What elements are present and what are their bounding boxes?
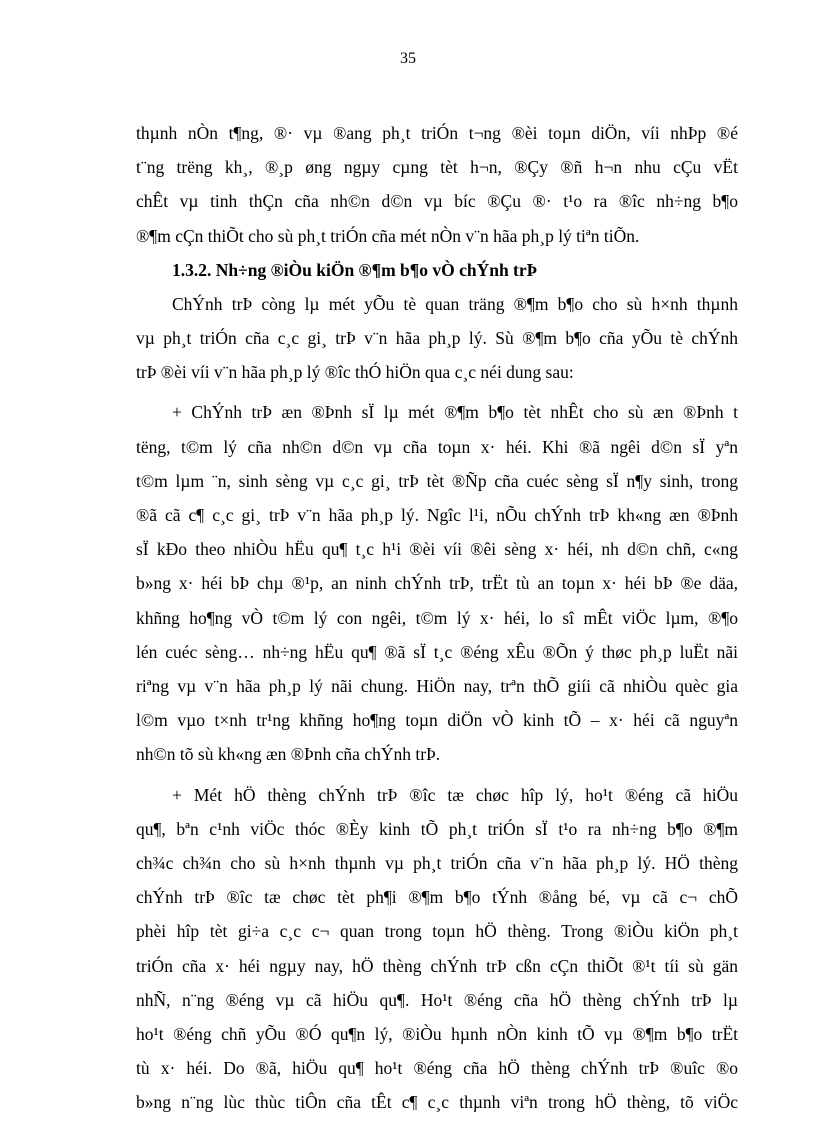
text-line: ChÝnh trÞ còng lµ mét yÕu tè quan träng ®¶m b¶o cho sù h×nh thµnh <box>172 293 738 314</box>
text-line: khñng ho¶ng vÒ t©m lý con ngêi, t©m lý x· héi, lo sî mÊt viÖc lµm, ®¶o <box>136 607 738 628</box>
text-line: sÏ kÐo theo nhiÒu hËu qu¶ t¸c h¹i ®èi víi ®êi sèng x· héi, nh d©n chñ, c«ng <box>136 539 738 560</box>
paragraph-politics-intro <box>136 287 738 390</box>
text-line: chÊt vµ tinh thÇn cña nh©n d©n vµ bíc ®Çu ®· t¹o ra ®îc nh÷ng b¶o <box>136 191 738 212</box>
text-line: tëng, t©m lý cña nh©n d©n vµ cña toµn x· héi. Khi ®ã ngêi d©n sÏ yªn <box>136 436 738 457</box>
text-line: ®¶m cÇn thiÕt cho sù ph¸t triÓn cña mét nÒn v¨n hãa ph¸p lý tiªn tiÕn. <box>136 225 640 246</box>
text-line: nh©n tõ sù kh«ng æn ®Þnh cña chÝnh trÞ. <box>136 744 441 765</box>
text-line: tù x· héi. Do ®ã, hiÖu qu¶ ho¹t ®éng cña hÖ thèng chÝnh trÞ ®uîc ®o <box>136 1058 738 1079</box>
text-line: b»ng n¨ng lùc thùc tiÔn cña tÊt c¶ c¸c thµnh viªn trong hÖ thèng, tõ viÖc <box>136 1092 738 1113</box>
paragraph-political-system <box>136 778 738 1120</box>
text-line: triÓn cña x· héi ngµy nay, hÖ thèng chÝnh trÞ cßn cÇn thiÕt ®¹t tíi sù gän <box>136 955 738 976</box>
document-body <box>136 116 738 1120</box>
text-line: nhÑ, n¨ng ®éng vµ cã hiÖu qu¶. Ho¹t ®éng cña hÖ thèng chÝnh trÞ lµ <box>136 989 738 1010</box>
text-line: t¨ng trëng kh¸, ®¸p øng ngµy cµng tèt h¬n, ®Çy ®ñ h¬n nhu cÇu vËt <box>136 157 738 178</box>
text-line: ho¹t ®éng chñ yÕu ®Ó qu¶n lý, ®iÒu hµnh nÒn kinh tÕ vµ ®¶m b¶o trËt <box>136 1024 738 1045</box>
text-line: riªng vµ v¨n hãa ph¸p lý nãi chung. HiÖn nay, trªn thÕ giíi cã nhiÒu quèc gia <box>136 676 738 697</box>
text-line: trÞ ®èi víi v¨n hãa ph¸p lý ®îc thÓ hiÖn qua c¸c néi dung sau: <box>136 362 574 383</box>
text-line: lén cuéc sèng… nh÷ng hËu qu¶ ®ã sÏ t¸c ®éng xÊu ®Õn ý thøc ph¸p luËt nãi <box>136 641 738 662</box>
text-line: l©m vµo t×nh tr¹ng khñng ho¶ng toµn diÖn vÒ kinh tÕ – x· héi cã nguyªn <box>136 710 738 731</box>
page-number: 35 <box>400 50 416 67</box>
text-line: b»ng x· héi bÞ chµ ®¹p, an ninh chÝnh trÞ, trËt tù an toµn x· héi bÞ ®e däa, <box>136 573 738 594</box>
text-line: chÝnh trÞ ®îc tæ chøc tèt ph¶i ®¶m b¶o tÝnh ®ång bé, vµ cã c¬ chÕ <box>136 887 738 908</box>
text-line: thµnh nÒn t¶ng, ®· vµ ®ang ph¸t triÓn t¬ng ®èi toµn diÖn, víi nhÞp ®é <box>136 123 738 143</box>
text-line: t©m lµm ¨n, sinh sèng vµ c¸c gi¸ trÞ tèt ®Ñp cña cuéc sèng sÏ n¶y sinh, trong <box>136 470 738 491</box>
text-line: + Mét hÖ thèng chÝnh trÞ ®îc tæ chøc hîp lý, ho¹t ®éng cã hiÖu <box>172 784 738 805</box>
text-line: + ChÝnh trÞ æn ®Þnh sÏ lµ mét ®¶m b¶o tèt nhÊt cho sù æn ®Þnh t <box>172 402 738 423</box>
paragraph-stability <box>136 395 738 771</box>
text-line: phèi hîp tèt gi÷a c¸c c¬ quan trong toµn hÖ thèng. Trong ®iÒu kiÖn ph¸t <box>136 921 738 942</box>
section-heading: 1.3.2. Nh÷ng ®iÒu kiÖn ®¶m b¶o vÒ chÝnh trÞ <box>172 259 538 280</box>
text-line: ch¾c ch¾n cho sù h×nh thµnh vµ ph¸t triÓn cña v¨n hãa ph¸p lý. HÖ thèng <box>136 853 738 874</box>
text-line: ®ã cã c¶ c¸c gi¸ trÞ v¨n hãa ph¸p lý. Ngîc l¹i, nÕu chÝnh trÞ kh«ng æn ®Þnh <box>136 505 738 526</box>
text-line: qu¶, bªn c¹nh viÖc thóc ®Èy kinh tÕ ph¸t triÓn sÏ t¹o ra nh÷ng b¶o ®¶m <box>136 818 738 839</box>
paragraph-intro <box>136 116 738 253</box>
text-line: vµ ph¸t triÓn cña c¸c gi¸ trÞ v¨n hãa ph¸p lý. Sù ®¶m b¶o cña yÕu tè chÝnh <box>136 328 738 349</box>
